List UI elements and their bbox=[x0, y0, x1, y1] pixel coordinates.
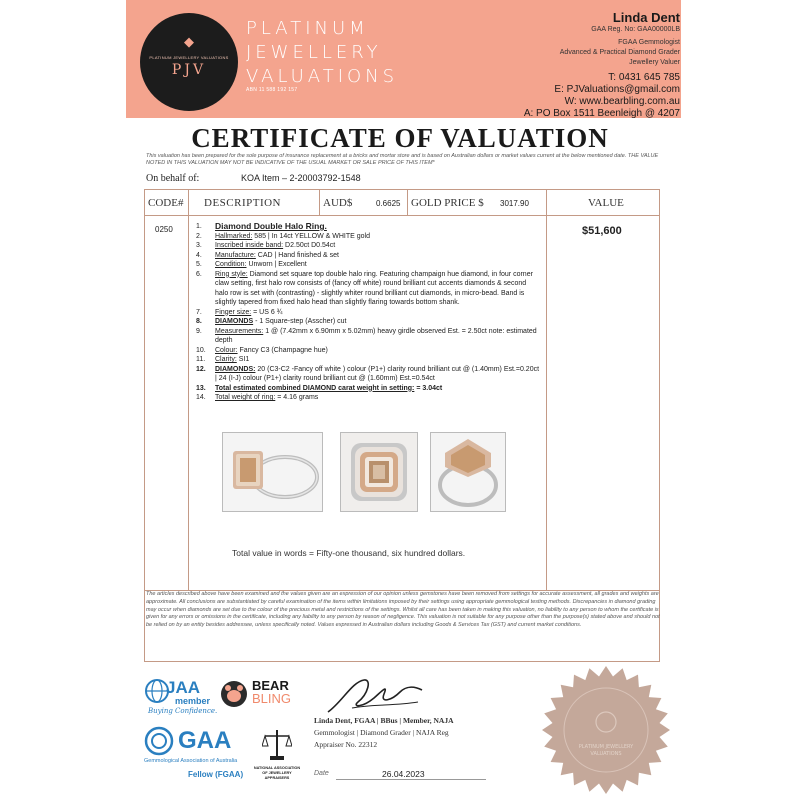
gaa-reg: GAA Reg. No: GAA00000LB bbox=[591, 26, 680, 33]
brand-line-3: VALUATIONS bbox=[246, 66, 399, 87]
valuer-name: Linda Dent bbox=[612, 10, 680, 25]
company-seal bbox=[540, 664, 672, 796]
value-column-divider bbox=[546, 189, 547, 591]
aud-rate: 0.6625 bbox=[376, 199, 401, 208]
qualification-1: FGAA Gemmologist bbox=[618, 39, 680, 46]
gaa-text: GAA bbox=[178, 727, 232, 754]
list-item: 12. DIAMONDS: 20 (C3-C2 -Fancy off white ) colour (P1+) clarity round brilliant cut @ (1.40mm) Est.=0.20ct | 24 (I-J) colour (P1+) clarity round brilliant cut @ (1.60mm) Est.=0.54ct bbox=[196, 365, 540, 382]
gaa-subtitle: Gemmological Association of Australia bbox=[144, 758, 238, 764]
list-item: 10. Colour: Fancy C3 (Champagne hue) bbox=[196, 346, 328, 354]
item-value: $51,600 bbox=[582, 225, 622, 237]
logo-tagline: PLATINUM JEWELLERY VALUATIONS bbox=[149, 55, 229, 60]
list-item: 6. Ring style: Diamond set square top double halo ring. Featuring champaign hue diamond, in four corner claw setting, first halo row consists of (fancy off white) round brilliant cut accents diamonds & second halo row is set with (contrasting) - slightly whiter round brilliant cut diamonds, in micro-bead. Band is slightly tapered from fixed halo head than slightly flaring towards bottom shank. bbox=[196, 270, 533, 306]
email: E: PJValuations@gmail.com bbox=[554, 84, 680, 95]
disclaimer-text: This valuation has been prepared for the sole purpose of insurance replacement at a bricks and mortar store and is based on Australian dollars or market values current at the below mentioned date. THE VALUE NOTED IN THIS VALUATION MAY NOT BE INDICATIVE OF THE USUAL MARKET OR SALE PRICE OF THIS ITEM* bbox=[146, 153, 659, 166]
phone: T: 0431 645 785 bbox=[608, 72, 680, 83]
ring-photo-side bbox=[222, 432, 323, 512]
naja-text: NATIONAL ASSOCIATION OF JEWELLERY APPRAISERS bbox=[253, 766, 301, 780]
diamond-icon: ◆ bbox=[184, 34, 194, 49]
qualification-2: Advanced & Practical Diamond Grader bbox=[559, 49, 680, 56]
header-divider bbox=[144, 215, 660, 216]
date-label: Date bbox=[314, 770, 329, 777]
svg-text:PLATINUM JEWELLERY: PLATINUM JEWELLERY bbox=[578, 744, 634, 750]
brand-line-1: PLATINUM bbox=[246, 18, 369, 39]
certificate-title: CERTIFICATE OF VALUATION bbox=[191, 123, 609, 153]
brand-line-2: JEWELLERY bbox=[246, 42, 382, 63]
jaa-tagline: Buying Confidence. bbox=[148, 707, 218, 715]
item-code: 0250 bbox=[155, 225, 173, 234]
total-value-words: Total value in words = Fifty-one thousand, six hundred dollars. bbox=[232, 548, 466, 558]
abn-number: ABN 11 588 192 157 bbox=[246, 87, 298, 93]
aud-divider bbox=[319, 189, 320, 215]
aud-header: AUD$ bbox=[323, 197, 353, 209]
list-item: 7. Finger size: = US 6 ¾ bbox=[196, 308, 283, 316]
signatory-name: Linda Dent, FGAA | BBus | Member, NAJA bbox=[314, 716, 454, 725]
svg-text:VALUATIONS: VALUATIONS bbox=[590, 751, 622, 757]
valuer-contact-block bbox=[460, 10, 680, 120]
list-item: 5. Condition: Unworn | Excellent bbox=[196, 261, 307, 268]
gaa-logo bbox=[144, 726, 254, 782]
jaa-text: JAA bbox=[166, 678, 201, 697]
ring-photo-front bbox=[430, 432, 506, 512]
date-underline bbox=[336, 779, 486, 780]
gold-price: 3017.90 bbox=[500, 199, 529, 208]
qualification-3: Jewellery Valuer bbox=[629, 59, 680, 66]
bling-text: BLING bbox=[252, 691, 292, 706]
jaa-logo bbox=[144, 676, 218, 716]
list-item: 2. Hallmarked: 585 | In 14ct YELLOW & WHITE gold bbox=[196, 232, 370, 240]
address: A: PO Box 1511 Beenleigh @ 4207 bbox=[523, 108, 680, 119]
code-column-divider bbox=[188, 189, 189, 591]
naja-logo bbox=[252, 728, 302, 784]
signatory-reg: Appraiser No. 22312 bbox=[314, 740, 378, 749]
logo-initials: PJV bbox=[171, 62, 207, 78]
website: W: www.bearbling.com.au bbox=[564, 96, 680, 107]
signatory-title: Gemmologist | Diamond Grader | NAJA Reg bbox=[314, 728, 449, 737]
signature bbox=[322, 672, 432, 718]
gaa-fellow: Fellow (FGAA) bbox=[188, 770, 244, 779]
description-header: DESCRIPTION bbox=[204, 197, 282, 209]
list-item: 8. DIAMONDS - 1 Square-step (Asscher) cut bbox=[196, 318, 347, 325]
ring-photo-top bbox=[340, 432, 418, 512]
on-behalf-value: KOA Item – 2-20003792-1548 bbox=[241, 173, 361, 183]
list-item: 1. Diamond Double Halo Ring. bbox=[196, 221, 327, 231]
list-item: 14. Total weight of ring: = 4.16 grams bbox=[196, 394, 319, 401]
scales-icon bbox=[262, 728, 292, 762]
bear-bling-logo bbox=[220, 676, 300, 716]
fine-print: The articles described above have been examined and the values given are an expression of our opinion unless gemstones have been removed from settings for accurate assessment, all grades and weights are approximate. All conclusions are substantiated by careful examination of the items within limitations imposed by their settings using appropriate gemmological testing methods. Discrepancies in diamond grading may occur when diamonds are set due to the colour of the precious metal and restrictions of the settings. Whilst all care has been taken in making this valuation, no liability to any person to whom the certificate is given for any errors or omissions in the certificate, including any liability to any person by reason of negligence. This valuation is not suitable for any purpose other than the purpose(s) stated above and should not be relied on by an entity besides addressee, unless specifically noted. Values expressed in Australian dollars including Goods & Services Tax (GST) and current market conditions. bbox=[146, 591, 660, 629]
list-item: 11. Clarity: SI1 bbox=[196, 356, 250, 363]
value-header: VALUE bbox=[588, 197, 624, 209]
list-item: 4. Manufacture: CAD | Hand finished & set bbox=[196, 251, 339, 259]
jaa-member: member bbox=[175, 696, 211, 706]
gaa-emblem-icon bbox=[144, 726, 174, 756]
gold-divider bbox=[407, 189, 408, 215]
list-item: 9. Measurements: 1 @ (7.42mm x 6.90mm x 5.02mm) heavy girdle observed Est. = 2.50ct note: estimated depth bbox=[196, 327, 537, 344]
list-item: 3. Inscribed inside band: D2.50ct D0.54ct bbox=[196, 242, 336, 249]
bear-icon bbox=[220, 680, 248, 708]
on-behalf-label: On behalf of: bbox=[146, 173, 200, 184]
list-item: 13. Total estimated combined DIAMOND carat weight in setting: = 3.04ct bbox=[196, 384, 443, 392]
date-value: 26.04.2023 bbox=[382, 769, 425, 779]
gold-header: GOLD PRICE $ bbox=[411, 197, 484, 209]
description-list bbox=[196, 222, 541, 403]
code-header: CODE# bbox=[148, 197, 184, 209]
bear-text: BEAR bbox=[252, 678, 289, 693]
